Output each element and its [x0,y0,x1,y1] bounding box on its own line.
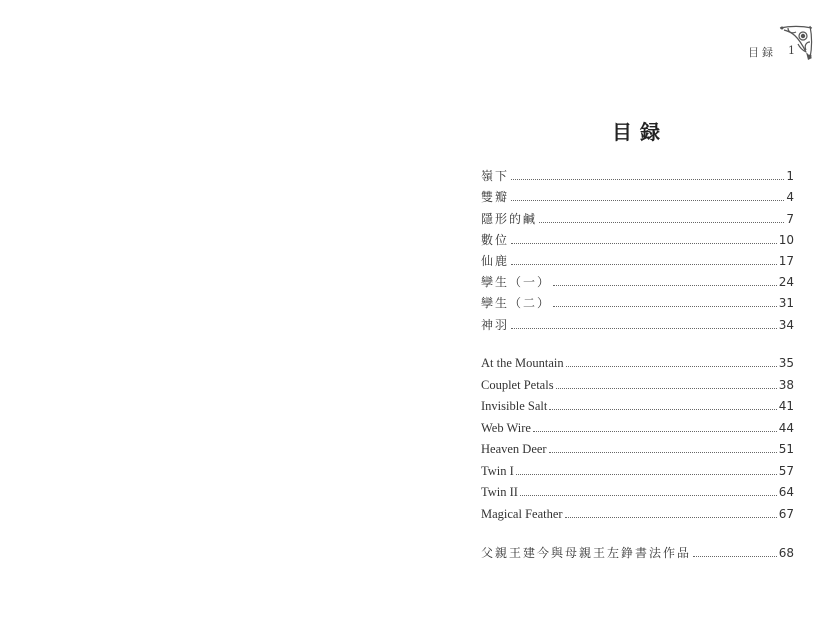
toc-entry-page-number: 64 [778,485,794,499]
toc-entry [481,289,794,310]
toc-section-calligraphy [481,539,794,560]
toc-entry-title: Invisible Salt [481,399,548,413]
toc-entry-title: Twin II [481,485,518,499]
toc-entry [481,162,794,183]
toc-entry-page-number: 68 [778,545,794,560]
toc-entry [481,183,794,204]
table-of-contents [481,162,794,560]
running-header-title: 目録 [748,46,776,59]
toc-entry-page-number: 67 [778,506,794,521]
toc-entry-title: 仙鹿 [481,253,510,268]
toc-entry-leader [566,365,777,367]
toc-entry-page-number: 57 [778,463,794,478]
toc-entry-title: 數位 [481,232,510,247]
toc-entry-page-number: 35 [778,356,794,370]
toc-entry-leader [553,284,777,286]
toc-entry [481,539,794,560]
toc-entry-title: At the Mountain [481,356,564,370]
toc-entry-title: Heaven Deer [481,442,547,456]
toc-entry-title: Magical Feather [481,506,563,521]
toc-entry [481,226,794,247]
toc-entry-title: Web Wire [481,420,531,435]
toc-entry-leader [511,263,777,265]
toc-section-english [481,349,794,521]
toc-entry-page-number: 44 [778,420,794,435]
toc-entry [481,478,794,500]
toc-entry-page-number: 41 [778,399,794,413]
toc-entry-leader [520,494,777,496]
toc-entry-title: 孿生（二） [481,296,552,311]
toc-entry-title: 父親王建今與母親王左錚書法作品 [481,545,692,560]
toc-entry [481,435,794,457]
toc-heading: 目録 [612,120,668,144]
toc-entry-page-number: 10 [778,232,794,247]
toc-entry-page-number: 34 [778,317,794,332]
toc-entry-page-number: 38 [778,377,794,392]
toc-entry-title: Couplet Petals [481,377,554,392]
toc-entry-leader [549,451,777,453]
toc-entry-leader [511,178,784,180]
toc-entry-title: 雙瓣 [481,190,510,205]
toc-entry [481,268,794,289]
toc-entry-leader [511,242,777,244]
toc-entry-page-number: 31 [778,296,794,311]
running-header-page-number: 1 [788,44,796,57]
toc-entry [481,204,794,225]
toc-entry-page-number: 4 [786,190,794,205]
toc-entry-leader [565,516,777,518]
toc-entry [481,499,794,521]
toc-entry-leader [511,199,784,201]
toc-section-chinese [481,162,794,332]
toc-entry-title: 嶺下 [481,169,510,184]
toc-entry [481,310,794,331]
toc-entry-leader [516,473,777,475]
toc-entry-title: 孿生（一） [481,275,552,290]
toc-entry-leader [549,408,776,410]
toc-entry-leader [553,305,777,307]
toc-entry [481,370,794,392]
toc-entry-leader [533,430,777,432]
toc-entry-leader [693,555,777,557]
toc-entry-title: Twin I [481,463,514,478]
toc-entry-leader [511,327,777,329]
toc-entry [481,392,794,414]
toc-entry [481,413,794,435]
toc-entry-title: 神羽 [481,317,510,332]
toc-entry [481,456,794,478]
toc-entry-page-number: 17 [778,253,794,268]
toc-entry-page-number: 7 [786,211,794,226]
toc-entry-leader [539,221,784,223]
toc-entry-title: 隱形的鹹 [481,211,538,226]
toc-entry-leader [556,387,777,389]
toc-entry-page-number: 1 [786,169,794,184]
toc-entry-page-number: 51 [778,442,794,456]
corner-ornament-icon [776,22,816,62]
toc-entry [481,247,794,268]
toc-entry-page-number: 24 [778,275,794,290]
toc-entry [481,349,794,371]
